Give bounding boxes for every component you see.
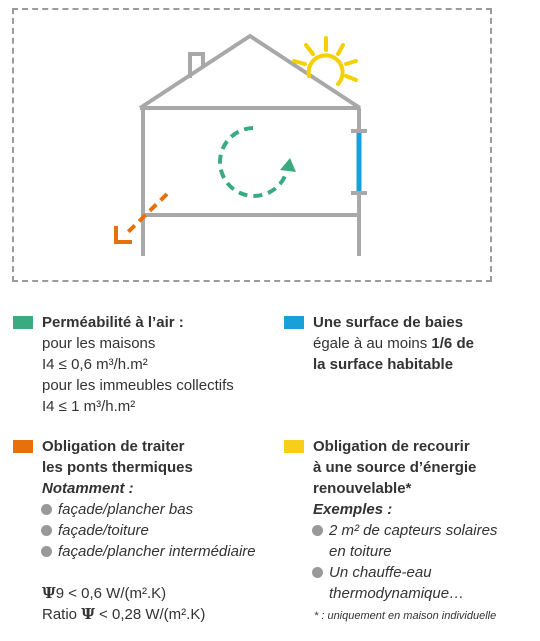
legend-renouvelable-subtitle: Exemples : <box>313 501 393 518</box>
renouvelable-swatch <box>284 440 304 453</box>
legend-ponts-title: Obligation de traiter <box>42 438 185 455</box>
footnote: * : uniquement en maison individuelle <box>314 610 497 622</box>
air-swatch <box>13 316 33 329</box>
list-item: 2 m² de capteurs solaires <box>313 520 497 541</box>
list-item: façade/plancher bas <box>42 499 256 520</box>
legend-air-line: pour les maisons <box>42 335 156 352</box>
legend-air <box>42 312 234 417</box>
legend-renouvelable-title: renouvelable* <box>313 480 412 497</box>
legend-air-title: Perméabilité à l’air : <box>42 314 184 331</box>
legend-renouvelable-title: à une source d’énergie <box>313 459 477 476</box>
legend-baies-title: Une surface de baies <box>313 314 464 331</box>
legend-renouvelable-title: Obligation de recourir <box>313 438 470 455</box>
legend-baies-line: égale à au moins 1/6 de <box>313 335 474 352</box>
formula-line: Ψ9 < 0,6 W/(m².K) <box>42 584 167 602</box>
legend-baies-line: la surface habitable <box>313 356 454 373</box>
sun-icon <box>294 38 356 84</box>
list-item: façade/plancher intermédiaire <box>42 541 256 562</box>
list-item: Un chauffe-eau <box>313 562 497 583</box>
legend-ponts-subtitle: Notamment : <box>42 480 134 497</box>
bullet-dot <box>41 546 52 557</box>
bullet-dot <box>41 525 52 536</box>
ponts-swatch <box>13 440 33 453</box>
legend-renouvelable <box>313 436 497 604</box>
bullet-dot <box>312 567 323 578</box>
legend-air-line: I4 ≤ 0,6 m³/h.m² <box>42 356 148 373</box>
legend-air-line: I4 ≤ 1 m³/h.m² <box>42 398 136 415</box>
air-circulation-icon <box>220 128 296 196</box>
baies-swatch <box>284 316 304 329</box>
legend-baies <box>313 312 474 375</box>
legend-ponts-title: les ponts thermiques <box>42 459 193 476</box>
list-item: façade/toiture <box>42 520 256 541</box>
list-item-continuation: thermodynamique… <box>329 585 465 602</box>
house-icon <box>0 0 540 290</box>
bullet-dot <box>41 504 52 515</box>
list-item-continuation: en toiture <box>329 543 392 560</box>
legend-air-line: pour les immeubles collectifs <box>42 377 234 394</box>
formula-line: Ratio Ψ < 0,28 W/(m².K) <box>42 605 206 623</box>
legend-ponts <box>42 436 256 562</box>
bullet-dot <box>312 525 323 536</box>
legend-ponts-formulas <box>42 583 205 625</box>
